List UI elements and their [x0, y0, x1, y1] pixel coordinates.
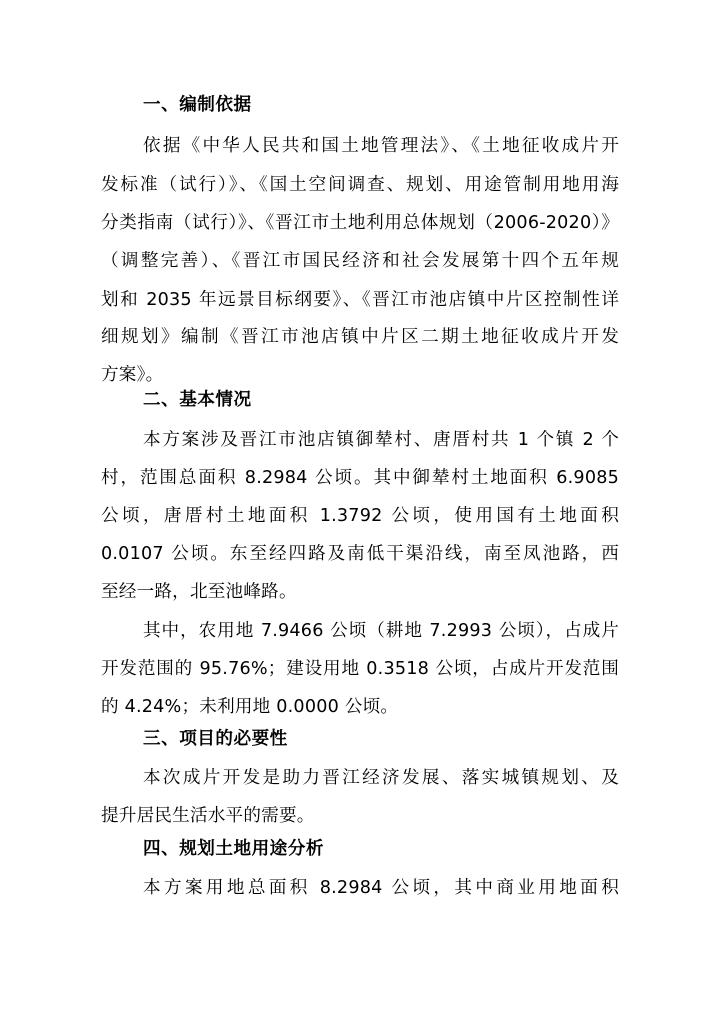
paragraph-line: 本次成片开发是助力晋江经济发展、落实城镇规划、及: [143, 768, 619, 788]
paragraph-line: （调整完善）、《晋江市国民经济和社会发展第十四个五年规: [101, 251, 619, 271]
paragraph-line: 开发范围的 95.76%；建设用地 0.3518 公顷，占成片开发范围: [101, 659, 619, 679]
paragraph-line: 提升居民生活水平的需要。: [101, 806, 315, 826]
paragraph-line: 本方案涉及晋江市池店镇御辇村、唐厝村共 1 个镇 2 个: [143, 430, 619, 450]
paragraph-line: 的 4.24%；未利用地 0.0000 公顷。: [101, 697, 399, 717]
paragraph-line: 发标准（试行）》、《国土空间调查、规划、用途管制用地用海: [101, 175, 619, 195]
paragraph-line: 公顷，唐厝村土地面积 1.3792 公顷，使用国有土地面积: [101, 506, 619, 526]
section-heading-1: 一、编制依据: [143, 95, 252, 115]
paragraph-line: 细规划》编制《晋江市池店镇中片区二期土地征收成片开发: [101, 327, 619, 347]
paragraph-line: 依据《中华人民共和国土地管理法》、《土地征收成片开: [143, 136, 619, 156]
paragraph-line: 分类指南（试行）》、《晋江市土地利用总体规划（2006-2020）》: [101, 213, 619, 233]
section-heading-4: 四、规划土地用途分析: [143, 839, 324, 859]
paragraph-line: 至经一路，北至池峰路。: [101, 582, 297, 602]
section-heading-3: 三、项目的必要性: [143, 729, 288, 749]
section-heading-2: 二、基本情况: [143, 390, 252, 410]
paragraph-line: 方案》。: [101, 365, 164, 385]
paragraph-line: 划和 2035 年远景目标纲要》、《晋江市池店镇中片区控制性详: [101, 290, 619, 310]
paragraph-line: 本方案用地总面积 8.2984 公顷，其中商业用地面积: [143, 878, 619, 898]
paragraph-line: 其中，农用地 7.9466 公顷（耕地 7.2993 公顷），占成片: [143, 621, 619, 641]
paragraph-line: 村，范围总面积 8.2984 公顷。其中御辇村土地面积 6.9085: [101, 468, 619, 488]
paragraph-line: 0.0107 公顷。东至经四路及南低干渠沿线，南至凤池路，西: [101, 544, 619, 564]
